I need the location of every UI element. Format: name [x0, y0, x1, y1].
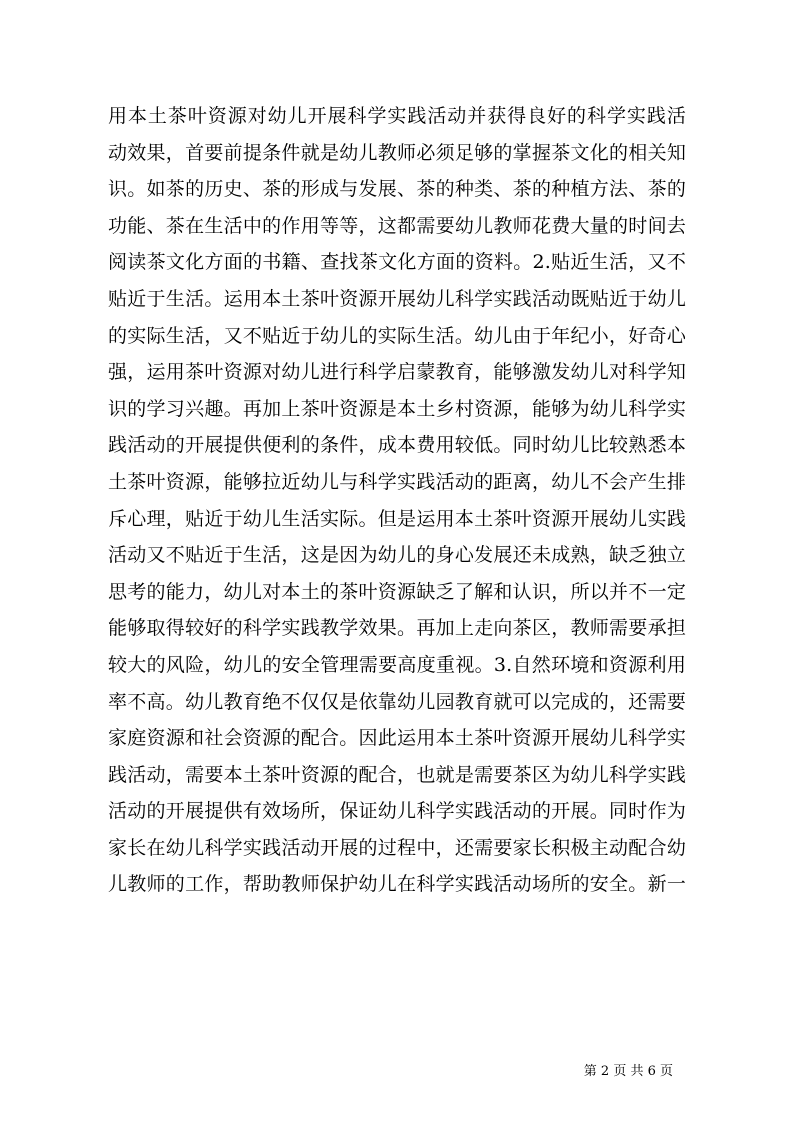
text-line: 家庭资源和社会资源的配合。因此运用本土茶叶资源开展幼儿科学实 — [108, 727, 686, 750]
text-line: 较大的风险，幼儿的安全管理需要高度重视。3.自然环境和资源利用 — [108, 653, 686, 676]
text-line: 践活动的开展提供便利的条件，成本费用较低。同时幼儿比较熟悉本 — [108, 434, 686, 457]
text-line: 识的学习兴趣。再加上茶叶资源是本土乡村资源，能够为幼儿科学实 — [108, 397, 686, 420]
text-line: 土茶叶资源，能够拉近幼儿与科学实践活动的距离，幼儿不会产生排 — [108, 470, 686, 493]
text-line: 的实际生活，又不贴近于幼儿的实际生活。幼儿由于年纪小，好奇心 — [108, 324, 686, 347]
text-line: 活动又不贴近于生活，这是因为幼儿的身心发展还未成熟，缺乏独立 — [108, 544, 686, 567]
text-line: 斥心理，贴近于幼儿生活实际。但是运用本土茶叶资源开展幼儿实践 — [108, 507, 686, 530]
text-line: 阅读茶文化方面的书籍、查找茶文化方面的资料。2.贴近生活，又不 — [108, 251, 686, 274]
text-line: 强，运用茶叶资源对幼儿进行科学启蒙教育，能够激发幼儿对科学知 — [108, 361, 686, 384]
text-line: 活动的开展提供有效场所，保证幼儿科学实践活动的开展。同时作为 — [108, 800, 686, 823]
page-number-footer: 第 2 页 共 6 页 — [583, 1064, 673, 1079]
text-line: 识。如茶的历史、茶的形成与发展、茶的种类、茶的种植方法、茶的 — [108, 178, 686, 201]
text-line: 儿教师的工作，帮助教师保护幼儿在科学实践活动场所的安全。新一 — [108, 873, 686, 896]
text-line: 用本土茶叶资源对幼儿开展科学实践活动并获得良好的科学实践活 — [108, 105, 686, 127]
text-line: 功能、茶在生活中的作用等等，这都需要幼儿教师花费大量的时间去 — [108, 214, 686, 237]
text-line: 思考的能力，幼儿对本土的茶叶资源缺乏了解和认识，所以并不一定 — [108, 580, 686, 603]
text-line: 贴近于生活。运用本土茶叶资源开展幼儿科学实践活动既贴近于幼儿 — [108, 287, 686, 310]
text-line: 率不高。幼儿教育绝不仅仅是依靠幼儿园教育就可以完成的，还需要 — [108, 690, 686, 713]
text-line: 家长在幼儿科学实践活动开展的过程中，还需要家长积极主动配合幼 — [108, 836, 686, 859]
text-line: 践活动，需要本土茶叶资源的配合，也就是需要茶区为幼儿科学实践 — [108, 763, 686, 786]
text-line: 动效果，首要前提条件就是幼儿教师必须足够的掌握茶文化的相关知 — [108, 141, 686, 164]
text-line: 能够取得较好的科学实践教学效果。再加上走向茶区，教师需要承担 — [108, 617, 686, 640]
body-paragraph — [108, 98, 686, 903]
